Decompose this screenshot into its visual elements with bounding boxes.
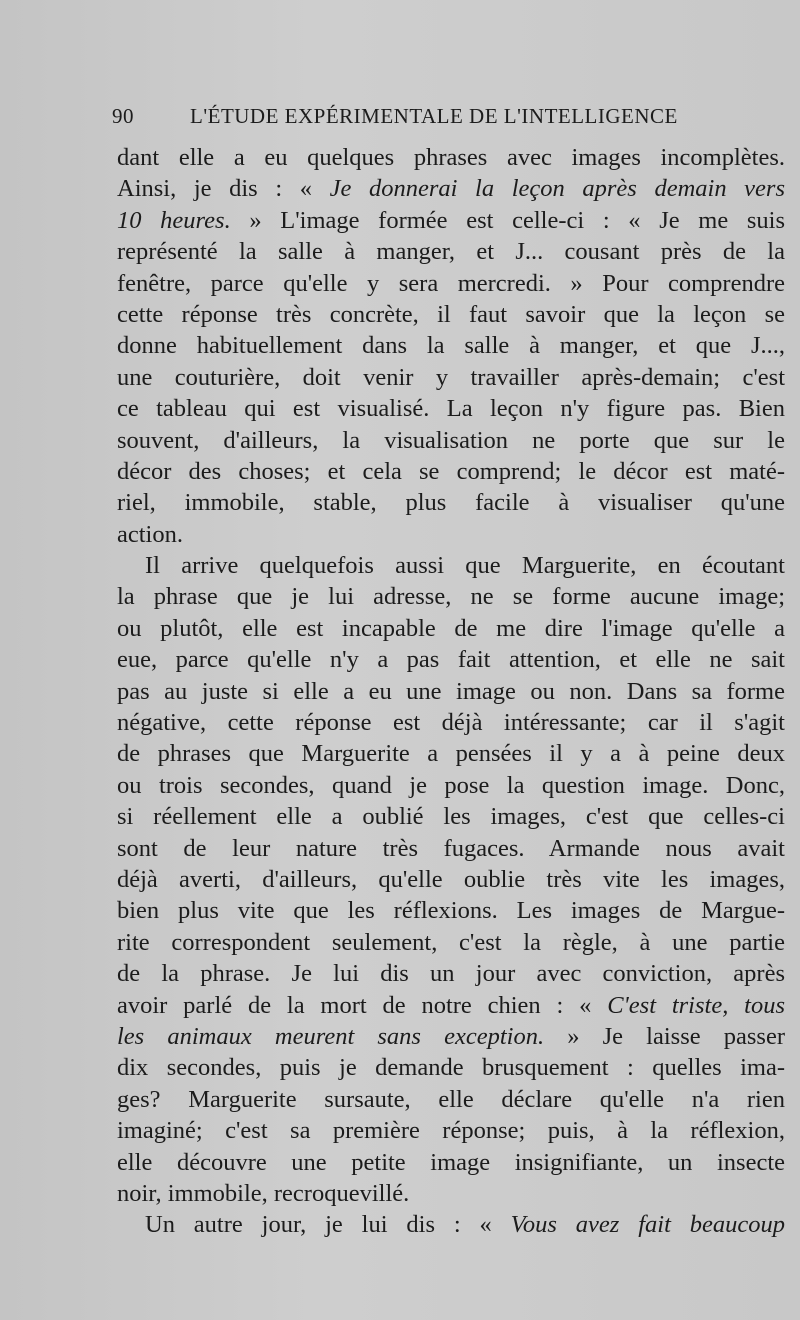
text-run: de phrases que Marguerite a pensées il y a à peine deux [117, 740, 785, 768]
text-line [117, 895, 785, 926]
italic-text: 10 heures. [117, 206, 231, 234]
text-line [117, 676, 785, 707]
text-line [117, 707, 785, 738]
text-run: noir, immobile, recroquevillé. [117, 1179, 410, 1207]
text-line [117, 1021, 785, 1052]
text-line [117, 1147, 785, 1178]
text-run: décor des choses; et cela se comprend; le décor est maté- [117, 457, 785, 485]
text-run: elle découvre une petite image insignifiante, un insecte [117, 1148, 785, 1176]
text-run: action. [117, 520, 183, 548]
text-line [117, 990, 785, 1021]
text-run: négative, cette réponse est déjà intéressante; car il s'agit [117, 709, 785, 737]
text-line [117, 236, 785, 267]
text-line [117, 770, 785, 801]
text-run: bien plus vite que les réflexions. Les images de Margue- [117, 897, 785, 925]
text-run: de la phrase. Je lui dis un jour avec conviction, après [117, 960, 785, 988]
text-line [117, 801, 785, 832]
text-run: cette réponse très concrète, il faut savoir que la leçon se [117, 300, 785, 328]
text-run: déjà averti, d'ailleurs, qu'elle oublie très vite les images, [117, 865, 785, 893]
text-run: ou trois secondes, quand je pose la question image. Donc, [117, 771, 785, 799]
text-run: pas au juste si elle a eu une image ou non. Dans sa forme [117, 677, 785, 705]
running-head: L'ÉTUDE EXPÉRIMENTALE DE L'INTELLIGENCE [190, 104, 678, 128]
text-line [117, 330, 785, 361]
text-line [117, 487, 785, 518]
text-line [117, 581, 785, 612]
text-run: ges? Marguerite sursaute, elle déclare qu'elle n'a rien [117, 1085, 785, 1113]
text-line [117, 173, 785, 204]
text-line [117, 738, 785, 769]
text-line [117, 299, 785, 330]
text-run: » Je laisse passer [544, 1022, 785, 1050]
text-run: la phrase que je lui adresse, ne se forme aucune image; [117, 583, 785, 611]
text-run: riel, immobile, stable, plus facile à visualiser qu'une [117, 489, 785, 517]
text-line [117, 362, 785, 393]
text-line [117, 142, 785, 173]
body-text [117, 142, 785, 1241]
page-number: 90 [112, 104, 134, 128]
text-line [117, 425, 785, 456]
text-line [117, 393, 785, 424]
text-run: » L'image formée est celle-ci : « Je me suis [230, 206, 785, 234]
text-line [117, 550, 785, 581]
text-run: sont de leur nature très fugaces. Armande nous avait [117, 834, 785, 862]
text-run: souvent, d'ailleurs, la visualisation ne porte que sur le [117, 426, 785, 454]
text-run: rite correspondent seulement, c'est la règle, à une partie [117, 928, 785, 956]
text-run: donne habituellement dans la salle à manger, et que J..., [117, 332, 785, 360]
text-run: fenêtre, parce qu'elle y sera mercredi. » Pour comprendre [117, 269, 785, 297]
italic-text: les animaux meurent sans exception. [117, 1022, 545, 1050]
text-run: ce tableau qui est visualisé. La leçon n'y figure pas. Bien [117, 395, 785, 423]
text-run: Un autre jour, je lui dis : « [145, 1211, 511, 1239]
text-run: eue, parce qu'elle n'y a pas fait attention, et elle ne sait [117, 646, 785, 674]
text-run: Ainsi, je dis : « [117, 175, 330, 203]
text-line [117, 864, 785, 895]
text-run: si réellement elle a oublié les images, c'est que celles-ci [117, 803, 785, 831]
text-line [117, 1084, 785, 1115]
text-run: ou plutôt, elle est incapable de me dire l'image qu'elle a [117, 614, 785, 642]
text-line [117, 644, 785, 675]
text-line [117, 519, 785, 550]
text-run: dant elle a eu quelques phrases avec images incomplètes. [117, 144, 785, 171]
text-line [117, 1052, 785, 1083]
text-line [117, 833, 785, 864]
text-run: dix secondes, puis je demande brusquement : quelles ima- [117, 1054, 785, 1082]
text-line [117, 268, 785, 299]
text-line [117, 958, 785, 989]
text-run: représenté la salle à manger, et J... cousant près de la [117, 238, 785, 266]
italic-text: C'est triste, tous [607, 991, 785, 1019]
text-run: imaginé; c'est sa première réponse; puis, à la réflexion, [117, 1117, 785, 1145]
text-line [117, 1209, 785, 1240]
text-line [117, 1115, 785, 1146]
text-line [117, 613, 785, 644]
text-run: Il arrive quelquefois aussi que Marguerite, en écoutant [145, 552, 785, 580]
text-run: avoir parlé de la mort de notre chien : « [117, 991, 608, 1019]
italic-text: Vous avez fait beaucoup [510, 1211, 785, 1239]
text-line [117, 927, 785, 958]
italic-text: Je donnerai la leçon après demain vers [329, 175, 785, 203]
text-run: une couturière, doit venir y travailler après-demain; c'est [117, 363, 785, 391]
text-line [117, 205, 785, 236]
text-line [117, 1178, 785, 1209]
text-line [117, 456, 785, 487]
